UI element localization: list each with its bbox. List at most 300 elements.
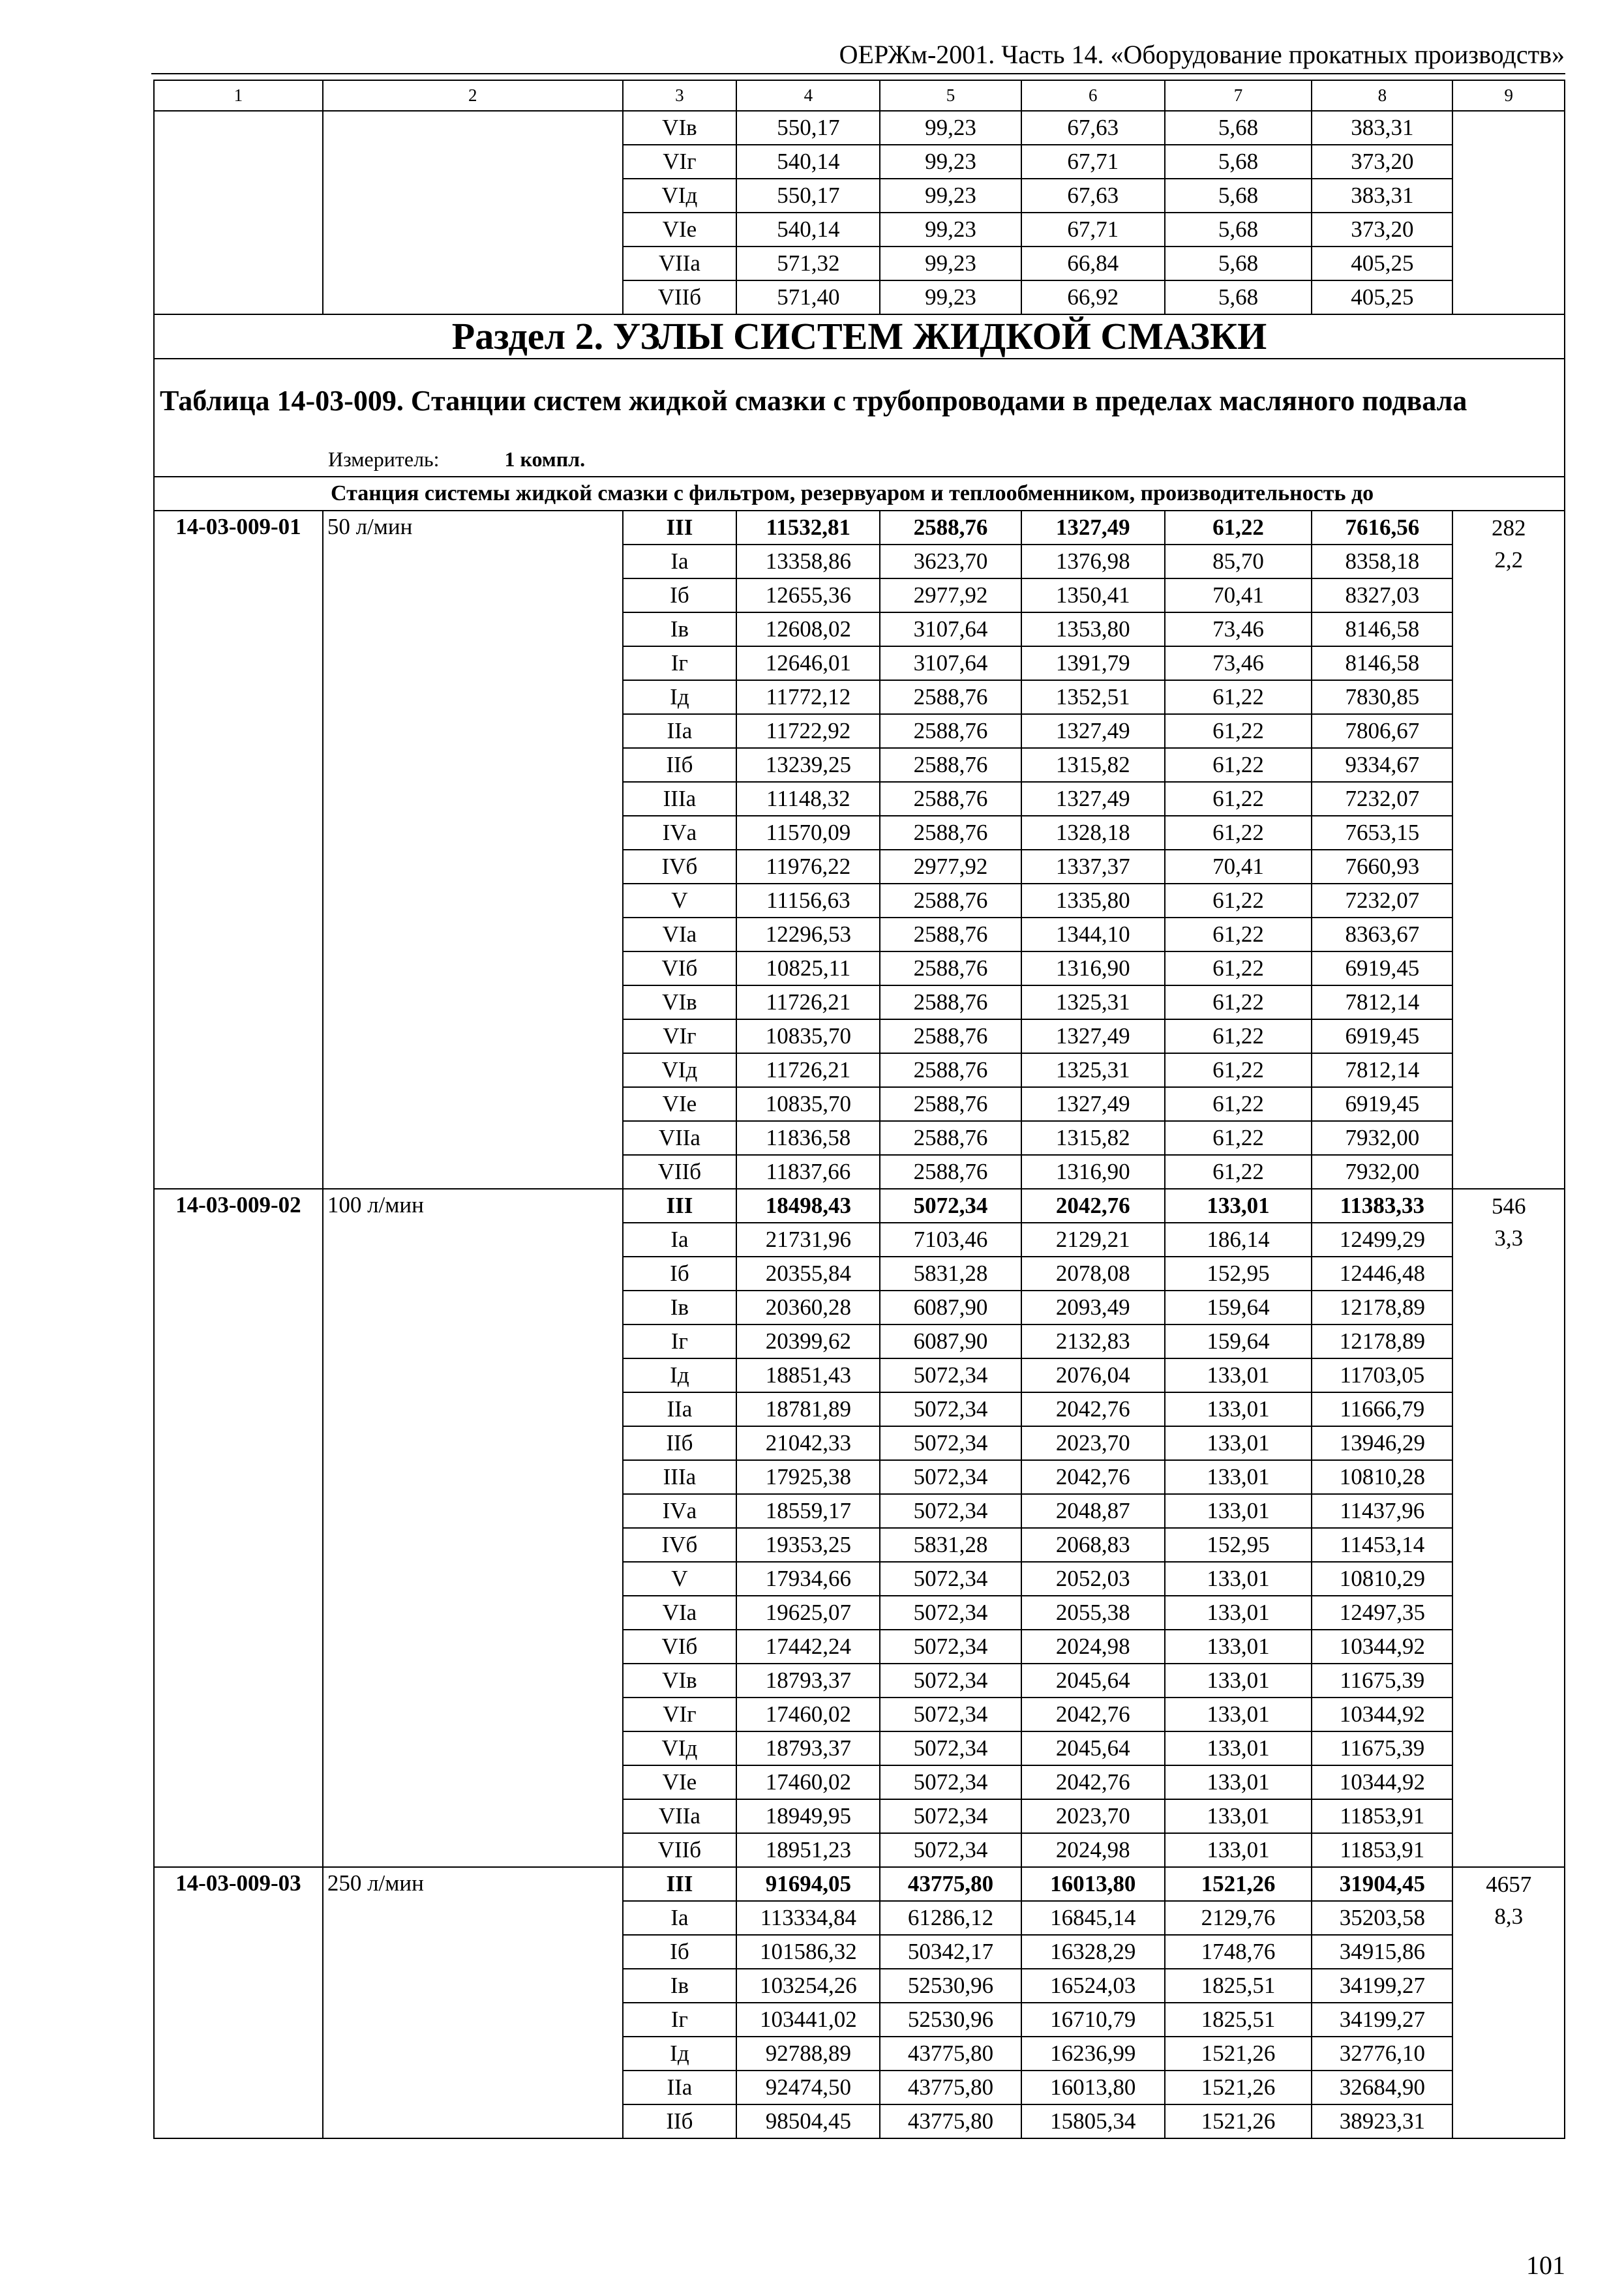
value-cell: 2977,92	[880, 850, 1021, 884]
region-cell: Iа	[623, 1901, 737, 1935]
value-cell: 186,14	[1165, 1223, 1312, 1257]
value-cell: 2023,70	[1021, 1426, 1165, 1460]
value-cell: 2042,76	[1021, 1698, 1165, 1731]
value-cell: 12446,48	[1312, 1257, 1452, 1291]
value-cell: 133,01	[1165, 1833, 1312, 1867]
region-cell: III	[623, 1867, 737, 1901]
region-cell: IVа	[623, 1494, 737, 1528]
value-cell: 34915,86	[1312, 1935, 1452, 1969]
value-cell: 6919,45	[1312, 1019, 1452, 1053]
value-cell: 5072,34	[880, 1460, 1021, 1494]
name-cell: 100 л/мин	[323, 1189, 623, 1867]
value-cell: 103441,02	[736, 2003, 880, 2037]
value-cell: 1748,76	[1165, 1935, 1312, 1969]
value-cell: 70,41	[1165, 850, 1312, 884]
value-cell: 1327,49	[1021, 1087, 1165, 1121]
header-rule	[151, 73, 1565, 74]
region-cell: VIб	[623, 951, 737, 985]
value-cell: 16845,14	[1021, 1901, 1165, 1935]
value-cell: 18781,89	[736, 1392, 880, 1426]
value-cell: 133,01	[1165, 1731, 1312, 1765]
value-cell: 43775,80	[880, 1867, 1021, 1901]
value-cell: 5072,34	[880, 1630, 1021, 1664]
region-cell: VIе	[623, 1765, 737, 1799]
value-cell: 10810,28	[1312, 1460, 1452, 1494]
value-cell: 2588,76	[880, 1053, 1021, 1087]
value-cell: 133,01	[1165, 1562, 1312, 1596]
value-cell: 1521,26	[1165, 2071, 1312, 2104]
region-cell: IIб	[623, 2104, 737, 2138]
region-cell: Iд	[623, 2037, 737, 2071]
section-title: Раздел 2. УЗЛЫ СИСТЕМ ЖИДКОЙ СМАЗКИ	[154, 314, 1565, 359]
region-cell: VIа	[623, 1596, 737, 1630]
code-cell: 14-03-009-03	[154, 1867, 323, 2138]
value-cell: 2588,76	[880, 816, 1021, 850]
value-cell: 5072,34	[880, 1833, 1021, 1867]
name-cell: 50 л/мин	[323, 511, 623, 1189]
value-cell: 61,22	[1165, 1087, 1312, 1121]
value-cell: 1521,26	[1165, 1867, 1312, 1901]
value-cell: 11837,66	[736, 1155, 880, 1189]
value-cell: 159,64	[1165, 1291, 1312, 1324]
value-cell: 2588,76	[880, 680, 1021, 714]
value-cell: 61,22	[1165, 1019, 1312, 1053]
value-cell: 2023,70	[1021, 1799, 1165, 1833]
value-cell: 7232,07	[1312, 884, 1452, 918]
value-cell: 16013,80	[1021, 2071, 1165, 2104]
value-cell: 2588,76	[880, 985, 1021, 1019]
region-cell: IIа	[623, 714, 737, 748]
value-cell: 8358,18	[1312, 545, 1452, 578]
value-cell: 98504,45	[736, 2104, 880, 2138]
value-cell: 5072,34	[880, 1664, 1021, 1698]
value-cell: 1337,37	[1021, 850, 1165, 884]
value-cell: 2588,76	[880, 951, 1021, 985]
value-cell: 61,22	[1165, 918, 1312, 951]
value-cell: 16013,80	[1021, 1867, 1165, 1901]
value-cell: 61,22	[1165, 951, 1312, 985]
value-cell: 12655,36	[736, 578, 880, 612]
region-cell: Iб	[623, 578, 737, 612]
value-cell: 5072,34	[880, 1426, 1021, 1460]
value-cell: 5072,34	[880, 1562, 1021, 1596]
value-cell: 7653,15	[1312, 816, 1452, 850]
value-cell: 1325,31	[1021, 985, 1165, 1019]
region-cell: VIв	[623, 1664, 737, 1698]
col9-cell	[1452, 111, 1565, 314]
region-cell: IVб	[623, 1528, 737, 1562]
value-cell: 1315,82	[1021, 748, 1165, 782]
value-cell: 10344,92	[1312, 1765, 1452, 1799]
value-cell: 6087,90	[880, 1324, 1021, 1358]
value-cell: 18793,37	[736, 1664, 880, 1698]
value-cell: 11453,14	[1312, 1528, 1452, 1562]
region-cell: VIг	[623, 1698, 737, 1731]
value-cell: 5072,34	[880, 1358, 1021, 1392]
value-cell: 12178,89	[1312, 1291, 1452, 1324]
value-cell: 10810,29	[1312, 1562, 1452, 1596]
value-cell: 3107,64	[880, 646, 1021, 680]
value-cell: 2588,76	[880, 511, 1021, 545]
value-cell: 91694,05	[736, 1867, 880, 1901]
region-cell: VIе	[623, 213, 737, 247]
value-cell: 2588,76	[880, 1019, 1021, 1053]
value-cell: 11836,58	[736, 1121, 880, 1155]
value-cell: 61,22	[1165, 748, 1312, 782]
value-cell: 2588,76	[880, 1121, 1021, 1155]
value-cell: 99,23	[880, 111, 1021, 145]
value-cell: 52530,96	[880, 1969, 1021, 2003]
value-cell: 11722,92	[736, 714, 880, 748]
value-cell: 133,01	[1165, 1698, 1312, 1731]
value-cell: 61,22	[1165, 1155, 1312, 1189]
value-cell: 10344,92	[1312, 1698, 1452, 1731]
column-number: 6	[1021, 80, 1165, 111]
value-cell: 67,63	[1021, 179, 1165, 213]
value-cell: 1353,80	[1021, 612, 1165, 646]
value-cell: 405,25	[1312, 280, 1452, 314]
value-cell: 61,22	[1165, 1053, 1312, 1087]
value-cell: 5,68	[1165, 247, 1312, 280]
value-cell: 133,01	[1165, 1358, 1312, 1392]
value-cell: 5,68	[1165, 213, 1312, 247]
region-cell: Iв	[623, 1969, 737, 2003]
value-cell: 20360,28	[736, 1291, 880, 1324]
region-cell: III	[623, 1189, 737, 1223]
column-number: 4	[736, 80, 880, 111]
code-cell	[154, 111, 323, 314]
value-cell: 7812,14	[1312, 1053, 1452, 1087]
value-cell: 5072,34	[880, 1731, 1021, 1765]
value-cell: 373,20	[1312, 213, 1452, 247]
value-cell: 133,01	[1165, 1765, 1312, 1799]
region-cell: VIд	[623, 179, 737, 213]
region-cell: IVб	[623, 850, 737, 884]
value-cell: 2129,76	[1165, 1901, 1312, 1935]
name-cell	[323, 111, 623, 314]
table-title: Таблица 14-03-009. Станции систем жидкой смазки с трубопроводами в пределах масляного подвала	[154, 359, 1565, 442]
code-cell: 14-03-009-01	[154, 511, 323, 1189]
value-cell: 159,64	[1165, 1324, 1312, 1358]
value-cell: 92788,89	[736, 2037, 880, 2071]
region-cell: Iб	[623, 1935, 737, 1969]
value-cell: 61,22	[1165, 985, 1312, 1019]
value-cell: 16328,29	[1021, 1935, 1165, 1969]
region-cell: VIв	[623, 985, 737, 1019]
value-cell: 85,70	[1165, 545, 1312, 578]
value-cell: 5072,34	[880, 1698, 1021, 1731]
value-cell: 16524,03	[1021, 1969, 1165, 2003]
region-cell: Iг	[623, 2003, 737, 2037]
value-cell: 2132,83	[1021, 1324, 1165, 1358]
value-cell: 32684,90	[1312, 2071, 1452, 2104]
value-cell: 540,14	[736, 145, 880, 179]
column-number: 5	[880, 80, 1021, 111]
value-cell: 133,01	[1165, 1596, 1312, 1630]
value-cell: 13358,86	[736, 545, 880, 578]
value-cell: 7806,67	[1312, 714, 1452, 748]
region-cell: IIа	[623, 2071, 737, 2104]
value-cell: 10825,11	[736, 951, 880, 985]
value-cell: 2093,49	[1021, 1291, 1165, 1324]
value-cell: 13946,29	[1312, 1426, 1452, 1460]
value-cell: 5072,34	[880, 1596, 1021, 1630]
value-cell: 152,95	[1165, 1257, 1312, 1291]
value-cell: 12296,53	[736, 918, 880, 951]
value-cell: 5072,34	[880, 1494, 1021, 1528]
col9-cell: 8,3	[1452, 1901, 1565, 2138]
region-cell: VIг	[623, 145, 737, 179]
value-cell: 8146,58	[1312, 612, 1452, 646]
value-cell: 383,31	[1312, 111, 1452, 145]
value-cell: 18793,37	[736, 1731, 880, 1765]
value-cell: 12178,89	[1312, 1324, 1452, 1358]
value-cell: 2042,76	[1021, 1460, 1165, 1494]
value-cell: 16236,99	[1021, 2037, 1165, 2071]
value-cell: 99,23	[880, 145, 1021, 179]
region-cell: Iг	[623, 646, 737, 680]
value-cell: 133,01	[1165, 1494, 1312, 1528]
value-cell: 11148,32	[736, 782, 880, 816]
value-cell: 405,25	[1312, 247, 1452, 280]
region-cell: Iв	[623, 1291, 737, 1324]
value-cell: 5,68	[1165, 111, 1312, 145]
value-cell: 8363,67	[1312, 918, 1452, 951]
value-cell: 31904,45	[1312, 1867, 1452, 1901]
value-cell: 66,84	[1021, 247, 1165, 280]
value-cell: 1350,41	[1021, 578, 1165, 612]
value-cell: 2977,92	[880, 578, 1021, 612]
value-cell: 2068,83	[1021, 1528, 1165, 1562]
value-cell: 73,46	[1165, 612, 1312, 646]
value-cell: 17442,24	[736, 1630, 880, 1664]
value-cell: 67,71	[1021, 213, 1165, 247]
value-cell: 43775,80	[880, 2037, 1021, 2071]
value-cell: 2042,76	[1021, 1189, 1165, 1223]
value-cell: 43775,80	[880, 2071, 1021, 2104]
region-cell: IIIа	[623, 782, 737, 816]
value-cell: 113334,84	[736, 1901, 880, 1935]
value-cell: 1327,49	[1021, 511, 1165, 545]
value-cell: 19625,07	[736, 1596, 880, 1630]
value-cell: 2588,76	[880, 918, 1021, 951]
value-cell: 17925,38	[736, 1460, 880, 1494]
region-cell: Iд	[623, 1358, 737, 1392]
value-cell: 16710,79	[1021, 2003, 1165, 2037]
region-cell: IVа	[623, 816, 737, 850]
value-cell: 32776,10	[1312, 2037, 1452, 2071]
value-cell: 66,92	[1021, 280, 1165, 314]
value-cell: 11156,63	[736, 884, 880, 918]
region-cell: VIIа	[623, 1121, 737, 1155]
value-cell: 7812,14	[1312, 985, 1452, 1019]
value-cell: 11726,21	[736, 1053, 880, 1087]
value-cell: 1825,51	[1165, 1969, 1312, 2003]
value-cell: 7932,00	[1312, 1155, 1452, 1189]
value-cell: 10835,70	[736, 1087, 880, 1121]
value-cell: 11570,09	[736, 816, 880, 850]
value-cell: 61,22	[1165, 816, 1312, 850]
description-row	[154, 477, 1565, 511]
value-cell: 2024,98	[1021, 1630, 1165, 1664]
column-number: 1	[154, 80, 323, 111]
value-cell: 3107,64	[880, 612, 1021, 646]
value-cell: 61,22	[1165, 714, 1312, 748]
value-cell: 7660,93	[1312, 850, 1452, 884]
value-cell: 11853,91	[1312, 1799, 1452, 1833]
value-cell: 2588,76	[880, 714, 1021, 748]
table-body	[154, 80, 1565, 2138]
value-cell: 38923,31	[1312, 2104, 1452, 2138]
region-cell: Iв	[623, 612, 737, 646]
value-cell: 1352,51	[1021, 680, 1165, 714]
value-cell: 11675,39	[1312, 1731, 1452, 1765]
value-cell: 5,68	[1165, 145, 1312, 179]
region-cell: IIб	[623, 748, 737, 782]
value-cell: 8327,03	[1312, 578, 1452, 612]
value-cell: 571,32	[736, 247, 880, 280]
running-header: ОЕРЖм-2001. Часть 14. «Оборудование прокатных производств»	[839, 40, 1565, 69]
measure-row	[154, 442, 1565, 477]
value-cell: 2588,76	[880, 1155, 1021, 1189]
value-cell: 2055,38	[1021, 1596, 1165, 1630]
value-cell: 6919,45	[1312, 951, 1452, 985]
value-cell: 67,71	[1021, 145, 1165, 179]
value-cell: 2045,64	[1021, 1664, 1165, 1698]
name-cell: 250 л/мин	[323, 1867, 623, 2138]
value-cell: 133,01	[1165, 1630, 1312, 1664]
value-cell: 103254,26	[736, 1969, 880, 2003]
region-cell: VIв	[623, 111, 737, 145]
value-cell: 61,22	[1165, 511, 1312, 545]
value-cell: 99,23	[880, 179, 1021, 213]
value-cell: 571,40	[736, 280, 880, 314]
code-cell: 14-03-009-02	[154, 1189, 323, 1867]
value-cell: 2042,76	[1021, 1765, 1165, 1799]
value-cell: 2042,76	[1021, 1392, 1165, 1426]
col9-cell: 282	[1452, 511, 1565, 545]
value-cell: 61,22	[1165, 884, 1312, 918]
region-cell: VIг	[623, 1019, 737, 1053]
value-cell: 133,01	[1165, 1460, 1312, 1494]
col9-cell: 546	[1452, 1189, 1565, 1223]
value-cell: 1335,80	[1021, 884, 1165, 918]
value-cell: 11675,39	[1312, 1664, 1452, 1698]
value-cell: 1825,51	[1165, 2003, 1312, 2037]
region-cell: IIIа	[623, 1460, 737, 1494]
price-table	[153, 80, 1565, 2139]
value-cell: 18949,95	[736, 1799, 880, 1833]
value-cell: 11532,81	[736, 511, 880, 545]
value-cell: 2078,08	[1021, 1257, 1165, 1291]
value-cell: 18851,43	[736, 1358, 880, 1392]
value-cell: 1376,98	[1021, 545, 1165, 578]
value-cell: 21731,96	[736, 1223, 880, 1257]
value-cell: 5072,34	[880, 1392, 1021, 1426]
region-cell: VIIб	[623, 1833, 737, 1867]
value-cell: 1344,10	[1021, 918, 1165, 951]
value-cell: 3623,70	[880, 545, 1021, 578]
value-cell: 34199,27	[1312, 2003, 1452, 2037]
value-cell: 5,68	[1165, 179, 1312, 213]
value-cell: 6087,90	[880, 1291, 1021, 1324]
region-cell: Iб	[623, 1257, 737, 1291]
value-cell: 35203,58	[1312, 1901, 1452, 1935]
column-number-row	[154, 80, 1565, 111]
col9-cell: 3,3	[1452, 1223, 1565, 1867]
value-cell: 17460,02	[736, 1765, 880, 1799]
value-cell: 1521,26	[1165, 2037, 1312, 2071]
value-cell: 133,01	[1165, 1664, 1312, 1698]
value-cell: 99,23	[880, 213, 1021, 247]
value-cell: 5,68	[1165, 280, 1312, 314]
value-cell: 2076,04	[1021, 1358, 1165, 1392]
value-cell: 17934,66	[736, 1562, 880, 1596]
value-cell: 11772,12	[736, 680, 880, 714]
value-cell: 10835,70	[736, 1019, 880, 1053]
value-cell: 8146,58	[1312, 646, 1452, 680]
region-cell: VIIб	[623, 280, 737, 314]
value-cell: 10344,92	[1312, 1630, 1452, 1664]
value-cell: 11976,22	[736, 850, 880, 884]
value-cell: 12497,35	[1312, 1596, 1452, 1630]
page-number: 101	[1526, 2251, 1565, 2280]
value-cell: 133,01	[1165, 1392, 1312, 1426]
value-cell: 61286,12	[880, 1901, 1021, 1935]
value-cell: 2052,03	[1021, 1562, 1165, 1596]
value-cell: 550,17	[736, 111, 880, 145]
value-cell: 12499,29	[1312, 1223, 1452, 1257]
value-cell: 2588,76	[880, 748, 1021, 782]
value-cell: 11383,33	[1312, 1189, 1452, 1223]
value-cell: 1315,82	[1021, 1121, 1165, 1155]
column-number: 7	[1165, 80, 1312, 111]
value-cell: 1391,79	[1021, 646, 1165, 680]
value-cell: 9334,67	[1312, 748, 1452, 782]
region-cell: VIе	[623, 1087, 737, 1121]
region-cell: V	[623, 1562, 737, 1596]
measure-value: 1 компл.	[504, 447, 586, 471]
value-cell: 99,23	[880, 247, 1021, 280]
value-cell: 73,46	[1165, 646, 1312, 680]
value-cell: 19353,25	[736, 1528, 880, 1562]
value-cell: 1316,90	[1021, 1155, 1165, 1189]
value-cell: 5072,34	[880, 1799, 1021, 1833]
value-cell: 12646,01	[736, 646, 880, 680]
value-cell: 1327,49	[1021, 714, 1165, 748]
value-cell: 5072,34	[880, 1765, 1021, 1799]
value-cell: 550,17	[736, 179, 880, 213]
value-cell: 11666,79	[1312, 1392, 1452, 1426]
value-cell: 2024,98	[1021, 1833, 1165, 1867]
section-title-row	[154, 314, 1565, 359]
value-cell: 43775,80	[880, 2104, 1021, 2138]
value-cell: 18498,43	[736, 1189, 880, 1223]
region-cell: Iг	[623, 1324, 737, 1358]
region-cell: VIIб	[623, 1155, 737, 1189]
region-cell: IIб	[623, 1426, 737, 1460]
value-cell: 12608,02	[736, 612, 880, 646]
value-cell: 99,23	[880, 280, 1021, 314]
value-cell: 152,95	[1165, 1528, 1312, 1562]
value-cell: 7830,85	[1312, 680, 1452, 714]
value-cell: 373,20	[1312, 145, 1452, 179]
value-cell: 11703,05	[1312, 1358, 1452, 1392]
column-number: 3	[623, 80, 737, 111]
column-number: 9	[1452, 80, 1565, 111]
region-cell: Iа	[623, 1223, 737, 1257]
region-cell: VIIа	[623, 1799, 737, 1833]
